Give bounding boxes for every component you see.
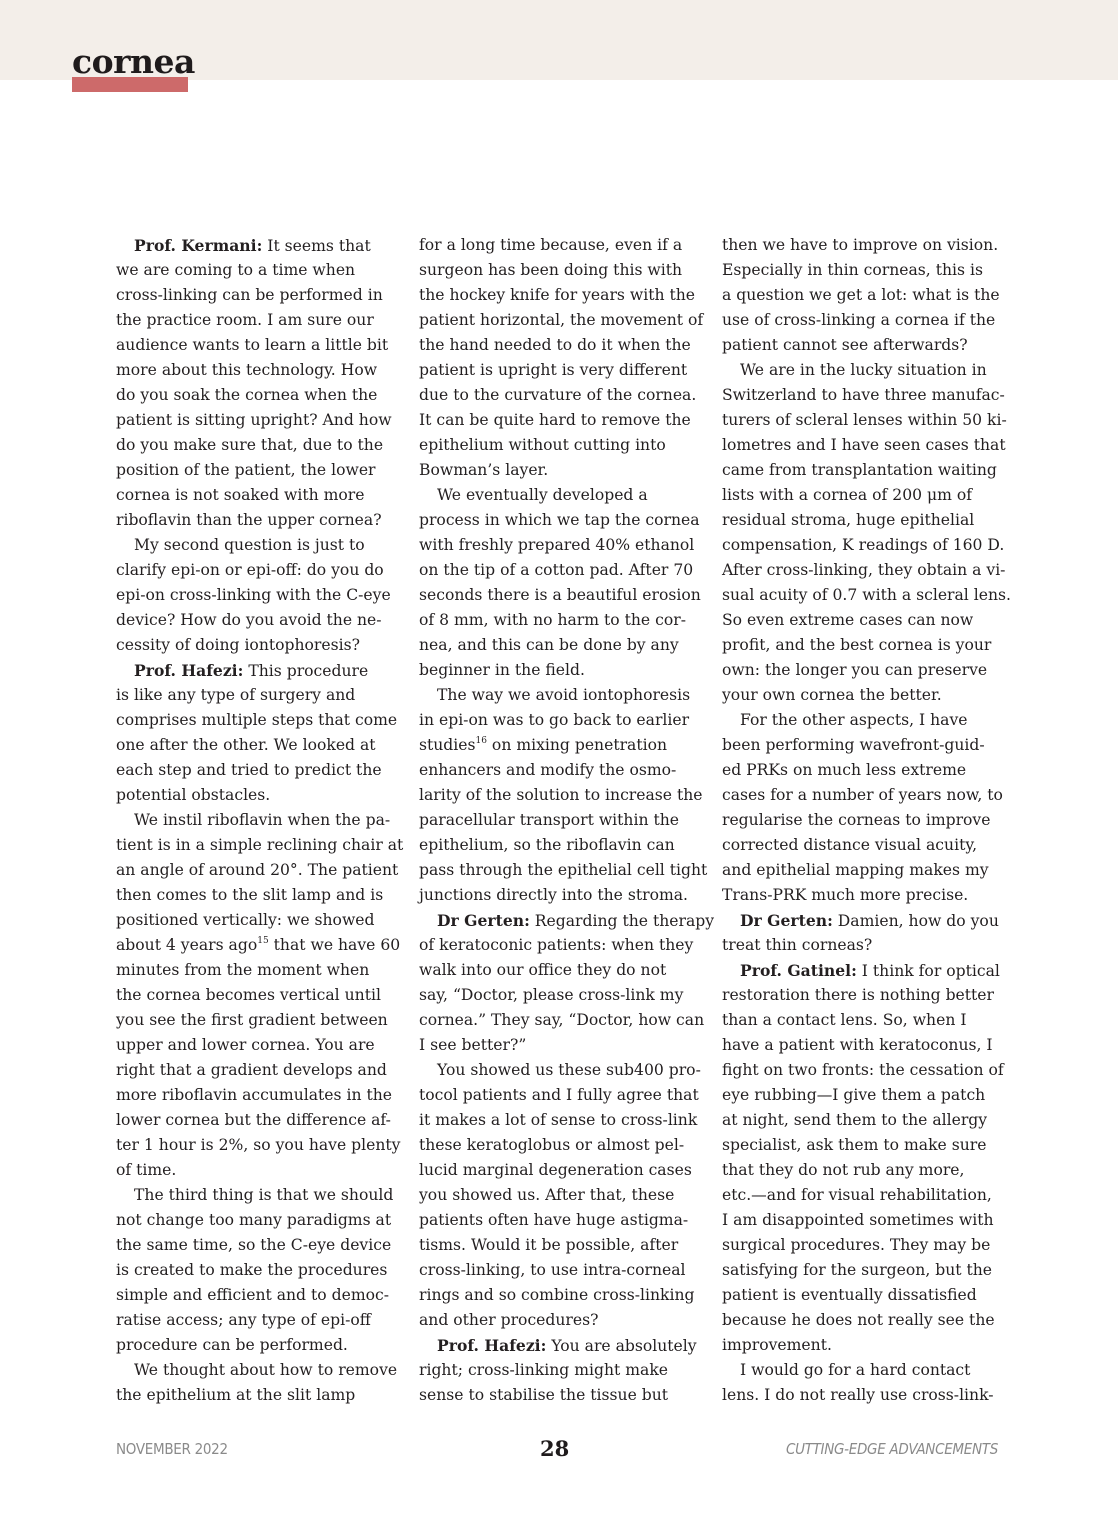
line-text: procedure can be performed. bbox=[116, 1336, 348, 1354]
line-text: epithelium, so the riboflavin can bbox=[419, 836, 675, 854]
line-text: potential obstacles. bbox=[116, 786, 271, 804]
text-line bbox=[722, 1258, 1012, 1283]
text-line bbox=[116, 458, 406, 483]
line-text: an angle of around 20°. The patient bbox=[116, 861, 399, 879]
text-line bbox=[419, 258, 709, 283]
text-line bbox=[722, 608, 1012, 633]
line-text: We instil riboflavin when the pa- bbox=[134, 811, 391, 829]
line-text: the cornea becomes vertical until bbox=[116, 986, 381, 1004]
line-text: It seems that bbox=[262, 237, 371, 255]
text-line bbox=[419, 1208, 709, 1233]
line-text: We are in the lucky situation in bbox=[740, 361, 987, 379]
line-text: own: the longer you can preserve bbox=[722, 661, 988, 679]
line-text: because he does not really see the bbox=[722, 1311, 995, 1329]
text-line bbox=[419, 1383, 709, 1408]
line-text: So even extreme cases can now bbox=[722, 611, 974, 629]
line-text: enhancers and modify the osmo- bbox=[419, 761, 677, 779]
line-text: restoration there is nothing better bbox=[722, 986, 994, 1004]
line-text: My second question is just to bbox=[134, 536, 365, 554]
line-text: I see better?” bbox=[419, 1036, 527, 1054]
line-text: is created to make the procedures bbox=[116, 1261, 388, 1279]
line-text: patients often have huge astigma- bbox=[419, 1211, 689, 1229]
line-text: beginner in the field. bbox=[419, 661, 585, 679]
text-line bbox=[722, 958, 1012, 983]
line-text: use of cross-linking a cornea if the bbox=[722, 311, 996, 329]
text-line bbox=[722, 858, 1012, 883]
line-text: sual acuity of 0.7 with a scleral lens. bbox=[722, 586, 1011, 604]
text-line bbox=[116, 833, 406, 858]
line-text: ratise access; any type of epi-off bbox=[116, 1311, 371, 1329]
line-text: You are absolutely bbox=[546, 1337, 697, 1355]
text-line bbox=[419, 383, 709, 408]
text-line bbox=[722, 783, 1012, 808]
text-line bbox=[722, 1383, 1012, 1408]
text-line bbox=[116, 1258, 406, 1283]
text-line bbox=[722, 983, 1012, 1008]
text-line bbox=[722, 1083, 1012, 1108]
text-line bbox=[116, 383, 406, 408]
line-text: cases for a number of years now, to bbox=[722, 786, 1003, 804]
line-text: say, “Doctor, please cross-link my bbox=[419, 986, 684, 1004]
line-text: Especially in thin corneas, this is bbox=[722, 261, 983, 279]
text-line bbox=[419, 808, 709, 833]
text-line bbox=[419, 783, 709, 808]
line-text: been performing wavefront-guid- bbox=[722, 736, 985, 754]
text-line bbox=[116, 333, 406, 358]
article-column-1 bbox=[116, 233, 406, 1408]
text-line bbox=[419, 333, 709, 358]
speaker-name: Prof. Hafezi: bbox=[437, 1336, 547, 1355]
text-line bbox=[419, 533, 709, 558]
text-line bbox=[722, 1233, 1012, 1258]
text-line bbox=[419, 508, 709, 533]
text-line bbox=[419, 1258, 709, 1283]
line-text: more riboflavin accumulates in the bbox=[116, 1086, 393, 1104]
text-line bbox=[419, 633, 709, 658]
line-text: lower cornea but the difference af- bbox=[116, 1111, 391, 1129]
text-line bbox=[722, 1033, 1012, 1058]
text-line bbox=[419, 433, 709, 458]
line-text: regularise the corneas to improve bbox=[722, 811, 991, 829]
line-text: cross-linking can be performed in bbox=[116, 286, 383, 304]
text-line bbox=[419, 658, 709, 683]
line-text: then comes to the slit lamp and is bbox=[116, 886, 384, 904]
text-line bbox=[722, 1358, 1012, 1383]
text-line bbox=[116, 908, 406, 933]
text-line bbox=[419, 708, 709, 733]
line-text: about 4 years ago bbox=[116, 936, 258, 954]
text-line bbox=[722, 808, 1012, 833]
line-text: due to the curvature of the cornea. bbox=[419, 386, 697, 404]
line-text: seconds there is a beautiful erosion bbox=[419, 586, 701, 604]
line-text: with freshly prepared 40% ethanol bbox=[419, 536, 695, 554]
text-line bbox=[116, 583, 406, 608]
line-text: patient is sitting upright? And how bbox=[116, 411, 392, 429]
line-text: do you make sure that, due to the bbox=[116, 436, 384, 454]
text-line bbox=[419, 558, 709, 583]
line-text: etc.—and for visual rehabilitation, bbox=[722, 1186, 992, 1204]
line-text: surgeon has been doing this with bbox=[419, 261, 683, 279]
issue-date: NOVEMBER 2022 bbox=[116, 1440, 228, 1458]
text-line bbox=[116, 683, 406, 708]
line-text: for a long time because, even if a bbox=[419, 236, 683, 254]
line-text: you see the first gradient between bbox=[116, 1011, 388, 1029]
text-line bbox=[722, 633, 1012, 658]
text-line bbox=[116, 1083, 406, 1108]
line-text: the practice room. I am sure our bbox=[116, 311, 374, 329]
text-line bbox=[722, 558, 1012, 583]
text-line bbox=[116, 1158, 406, 1183]
text-line bbox=[419, 883, 709, 908]
text-line bbox=[419, 908, 715, 933]
line-text: Damien, how do you bbox=[832, 912, 999, 930]
line-text: ter 1 hour is 2%, so you have plenty bbox=[116, 1136, 401, 1154]
text-line bbox=[722, 508, 1012, 533]
text-line bbox=[419, 1133, 709, 1158]
line-text: more about this technology. How bbox=[116, 361, 378, 379]
text-line bbox=[116, 808, 406, 833]
line-text: For the other aspects, I have bbox=[740, 711, 968, 729]
line-text: we are coming to a time when bbox=[116, 261, 356, 279]
line-text: upper and lower cornea. You are bbox=[116, 1036, 375, 1054]
line-text: Switzerland to have three manufac- bbox=[722, 386, 1005, 404]
line-text: it makes a lot of sense to cross-link bbox=[419, 1111, 698, 1129]
line-text: lists with a cornea of 200 μm of bbox=[722, 486, 973, 504]
line-text: The third thing is that we should bbox=[134, 1186, 394, 1204]
line-text: than a contact lens. So, when I bbox=[722, 1011, 967, 1029]
line-text: each step and tried to predict the bbox=[116, 761, 382, 779]
text-line bbox=[116, 933, 406, 958]
article-column-2 bbox=[419, 233, 715, 1408]
text-line bbox=[419, 1283, 709, 1308]
line-text: the same time, so the C-eye device bbox=[116, 1236, 392, 1254]
line-text: I would go for a hard contact bbox=[740, 1361, 971, 1379]
text-line bbox=[722, 1183, 1012, 1208]
text-line bbox=[419, 983, 709, 1008]
text-line bbox=[419, 233, 709, 258]
line-text: Trans-PRK much more precise. bbox=[722, 886, 969, 904]
line-text: cornea is not soaked with more bbox=[116, 486, 365, 504]
text-line bbox=[116, 733, 406, 758]
line-text: After cross-linking, they obtain a vi- bbox=[722, 561, 1006, 579]
line-text: epithelium without cutting into bbox=[419, 436, 666, 454]
text-line bbox=[419, 583, 709, 608]
text-line bbox=[116, 358, 406, 383]
line-text: device? How do you avoid the ne- bbox=[116, 611, 382, 629]
line-text-after: that we have 60 bbox=[268, 936, 401, 954]
text-line bbox=[419, 683, 709, 708]
line-text: Regarding the therapy bbox=[529, 912, 715, 930]
text-line bbox=[419, 1008, 709, 1033]
line-text: patient is eventually dissatisfied bbox=[722, 1286, 977, 1304]
text-line bbox=[722, 483, 1012, 508]
text-line bbox=[419, 308, 709, 333]
line-text: You showed us these sub400 pro- bbox=[437, 1061, 701, 1079]
line-text: cornea.” They say, “Doctor, how can bbox=[419, 1011, 705, 1029]
line-text: tient is in a simple reclining chair at bbox=[116, 836, 404, 854]
text-line bbox=[419, 1158, 709, 1183]
text-line bbox=[419, 608, 709, 633]
line-text: surgical procedures. They may be bbox=[722, 1236, 991, 1254]
text-line bbox=[116, 983, 406, 1008]
line-text: the hand needed to do it when the bbox=[419, 336, 691, 354]
text-line bbox=[419, 1058, 709, 1083]
text-line bbox=[419, 483, 709, 508]
text-line bbox=[116, 1008, 406, 1033]
line-text: Bowman’s layer. bbox=[419, 461, 549, 479]
text-line bbox=[116, 1208, 406, 1233]
line-text: is like any type of surgery and bbox=[116, 686, 356, 704]
text-line bbox=[116, 633, 406, 658]
text-line bbox=[722, 1283, 1012, 1308]
text-line bbox=[722, 1308, 1012, 1333]
line-text-after: on mixing penetration bbox=[486, 736, 668, 754]
line-text: I am disappointed sometimes with bbox=[722, 1211, 994, 1229]
line-text: one after the other. We looked at bbox=[116, 736, 376, 754]
line-text: these keratoglobus or almost pel- bbox=[419, 1136, 685, 1154]
text-line bbox=[419, 1183, 709, 1208]
line-text: in epi-on was to go back to earlier bbox=[419, 711, 690, 729]
text-line bbox=[116, 1183, 406, 1208]
text-line bbox=[116, 1333, 406, 1358]
text-line bbox=[116, 533, 406, 558]
line-text: compensation, K readings of 160 D. bbox=[722, 536, 1005, 554]
line-text: at night, send them to the allergy bbox=[722, 1111, 988, 1129]
text-line bbox=[419, 858, 709, 883]
text-line bbox=[722, 1133, 1012, 1158]
line-text: then we have to improve on vision. bbox=[722, 236, 999, 254]
text-line bbox=[722, 458, 1012, 483]
line-text: process in which we tap the cornea bbox=[419, 511, 700, 529]
speaker-name: Dr Gerten: bbox=[437, 911, 530, 930]
text-line bbox=[419, 958, 709, 983]
line-text: We eventually developed a bbox=[437, 486, 648, 504]
line-text: nea, and this can be done by any bbox=[419, 636, 679, 654]
line-text: lens. I do not really use cross-link- bbox=[722, 1386, 994, 1404]
line-text: paracellular transport within the bbox=[419, 811, 679, 829]
speaker-name: Prof. Kermani: bbox=[134, 236, 263, 255]
text-line bbox=[722, 283, 1012, 308]
line-text: turers of scleral lenses within 50 ki- bbox=[722, 411, 1007, 429]
text-line bbox=[116, 233, 406, 258]
line-text: patient horizontal, the movement of bbox=[419, 311, 704, 329]
text-line bbox=[116, 258, 406, 283]
text-line bbox=[722, 1008, 1012, 1033]
speaker-name: Prof. Hafezi: bbox=[134, 661, 244, 680]
text-line bbox=[419, 1108, 709, 1133]
text-line bbox=[722, 683, 1012, 708]
text-line bbox=[722, 1158, 1012, 1183]
text-line bbox=[419, 833, 709, 858]
line-text: treat thin corneas? bbox=[722, 936, 873, 954]
text-line bbox=[722, 708, 1012, 733]
text-line bbox=[419, 758, 709, 783]
text-line bbox=[419, 1033, 709, 1058]
line-text: cross-linking, to use intra-corneal bbox=[419, 1261, 686, 1279]
line-text: that they do not rub any more, bbox=[722, 1161, 965, 1179]
line-text: have a patient with keratoconus, I bbox=[722, 1036, 993, 1054]
line-text: on the tip of a cotton pad. After 70 bbox=[419, 561, 694, 579]
text-line bbox=[116, 608, 406, 633]
text-line bbox=[116, 1383, 406, 1408]
text-line bbox=[116, 558, 406, 583]
text-line bbox=[116, 1283, 406, 1308]
text-line bbox=[419, 358, 709, 383]
text-line bbox=[722, 358, 1012, 383]
text-line bbox=[722, 583, 1012, 608]
text-line bbox=[116, 508, 406, 533]
line-text: This procedure bbox=[243, 662, 369, 680]
text-line bbox=[419, 1358, 709, 1383]
running-title: CUTTING-EDGE ADVANCEMENTS bbox=[785, 1440, 998, 1458]
text-line bbox=[116, 708, 406, 733]
line-text: the epithelium at the slit lamp bbox=[116, 1386, 356, 1404]
line-text: studies bbox=[419, 736, 476, 754]
text-line bbox=[722, 533, 1012, 558]
line-text: junctions directly into the stroma. bbox=[419, 886, 688, 904]
text-line bbox=[722, 1333, 1012, 1358]
text-line bbox=[116, 483, 406, 508]
line-text: right; cross-linking might make bbox=[419, 1361, 669, 1379]
line-text: walk into our office they do not bbox=[419, 961, 667, 979]
line-text: sense to stabilise the tissue but bbox=[419, 1386, 669, 1404]
line-text: We thought about how to remove bbox=[134, 1361, 398, 1379]
text-line bbox=[722, 658, 1012, 683]
text-line bbox=[722, 1108, 1012, 1133]
reference-superscript: 16 bbox=[475, 736, 487, 746]
line-text: minutes from the moment when bbox=[116, 961, 370, 979]
line-text: comprises multiple steps that come bbox=[116, 711, 398, 729]
line-text: riboflavin than the upper cornea? bbox=[116, 511, 382, 529]
text-line bbox=[116, 1058, 406, 1083]
line-text: lometres and I have seen cases that bbox=[722, 436, 1006, 454]
text-line bbox=[419, 408, 709, 433]
text-line bbox=[116, 1308, 406, 1333]
text-line bbox=[116, 308, 406, 333]
reference-superscript: 15 bbox=[257, 936, 269, 946]
line-text: fight on two fronts: the cessation of bbox=[722, 1061, 1004, 1079]
text-line bbox=[419, 283, 709, 308]
line-text: position of the patient, the lower bbox=[116, 461, 376, 479]
text-line bbox=[722, 408, 1012, 433]
line-text: tocol patients and I fully agree that bbox=[419, 1086, 699, 1104]
line-text: you showed us. After that, these bbox=[419, 1186, 675, 1204]
text-line bbox=[419, 933, 709, 958]
text-line bbox=[722, 1208, 1012, 1233]
line-text: right that a gradient develops and bbox=[116, 1061, 387, 1079]
line-text: larity of the solution to increase the bbox=[419, 786, 703, 804]
text-line bbox=[722, 233, 1012, 258]
line-text: patient is upright is very different bbox=[419, 361, 688, 379]
text-line bbox=[116, 408, 406, 433]
text-line bbox=[419, 1233, 709, 1258]
text-line bbox=[116, 1233, 406, 1258]
line-text: your own cornea the better. bbox=[722, 686, 942, 704]
line-text: The way we avoid iontophoresis bbox=[437, 686, 691, 704]
line-text: simple and efficient and to democ- bbox=[116, 1286, 389, 1304]
line-text: residual stroma, huge epithelial bbox=[722, 511, 975, 529]
line-text: It can be quite hard to remove the bbox=[419, 411, 691, 429]
line-text: came from transplantation waiting bbox=[722, 461, 997, 479]
text-line bbox=[722, 933, 1012, 958]
speaker-name: Prof. Gatinel: bbox=[740, 961, 857, 980]
text-line bbox=[722, 433, 1012, 458]
text-line bbox=[722, 758, 1012, 783]
text-line bbox=[116, 958, 406, 983]
line-text: lucid marginal degeneration cases bbox=[419, 1161, 692, 1179]
line-text: I think for optical bbox=[856, 962, 1000, 980]
text-line bbox=[722, 833, 1012, 858]
line-text: audience wants to learn a little bit bbox=[116, 336, 389, 354]
text-line bbox=[116, 658, 406, 683]
text-line bbox=[116, 1133, 406, 1158]
text-line bbox=[722, 333, 1012, 358]
text-line bbox=[419, 458, 709, 483]
text-line bbox=[722, 308, 1012, 333]
line-text: do you soak the cornea when the bbox=[116, 386, 378, 404]
text-line bbox=[722, 908, 1012, 933]
line-text: corrected distance visual acuity, bbox=[722, 836, 978, 854]
text-line bbox=[116, 783, 406, 808]
line-text: of time. bbox=[116, 1161, 177, 1179]
text-line bbox=[419, 1333, 709, 1358]
line-text: and epithelial mapping makes my bbox=[722, 861, 989, 879]
line-text: cessity of doing iontophoresis? bbox=[116, 636, 360, 654]
text-line bbox=[722, 1058, 1012, 1083]
text-line bbox=[116, 883, 406, 908]
line-text: specialist, ask them to make sure bbox=[722, 1136, 987, 1154]
article-column-3 bbox=[722, 233, 1012, 1408]
line-text: improvement. bbox=[722, 1336, 832, 1354]
text-line bbox=[116, 1358, 406, 1383]
section-title: cornea bbox=[72, 42, 195, 81]
line-text: satisfying for the surgeon, but the bbox=[722, 1261, 993, 1279]
line-text: ed PRKs on much less extreme bbox=[722, 761, 967, 779]
line-text: clarify epi-on or epi-off: do you do bbox=[116, 561, 384, 579]
line-text: eye rubbing—I give them a patch bbox=[722, 1086, 986, 1104]
line-text: the hockey knife for years with the bbox=[419, 286, 695, 304]
line-text: and other procedures? bbox=[419, 1311, 599, 1329]
line-text: pass through the epithelial cell tight bbox=[419, 861, 708, 879]
text-line bbox=[116, 758, 406, 783]
text-line bbox=[116, 1033, 406, 1058]
text-line bbox=[419, 1308, 709, 1333]
text-line bbox=[722, 733, 1012, 758]
line-text: of 8 mm, with no harm to the cor- bbox=[419, 611, 686, 629]
text-line bbox=[116, 858, 406, 883]
line-text: not change too many paradigms at bbox=[116, 1211, 392, 1229]
line-text: a question we get a lot: what is the bbox=[722, 286, 1000, 304]
line-text: epi-on cross-linking with the C-eye bbox=[116, 586, 391, 604]
line-text: tisms. Would it be possible, after bbox=[419, 1236, 679, 1254]
line-text: positioned vertically: we showed bbox=[116, 911, 375, 929]
text-line bbox=[419, 1083, 709, 1108]
line-text: of keratoconic patients: when they bbox=[419, 936, 694, 954]
text-line bbox=[722, 383, 1012, 408]
text-line bbox=[116, 1108, 406, 1133]
text-line bbox=[722, 258, 1012, 283]
speaker-name: Dr Gerten: bbox=[740, 911, 833, 930]
text-line bbox=[116, 283, 406, 308]
text-line bbox=[116, 433, 406, 458]
text-line bbox=[419, 733, 709, 758]
page-number: 28 bbox=[540, 1436, 570, 1461]
line-text: rings and so combine cross-linking bbox=[419, 1286, 695, 1304]
line-text: profit, and the best cornea is your bbox=[722, 636, 992, 654]
text-line bbox=[722, 883, 1012, 908]
line-text: patient cannot see afterwards? bbox=[722, 336, 968, 354]
